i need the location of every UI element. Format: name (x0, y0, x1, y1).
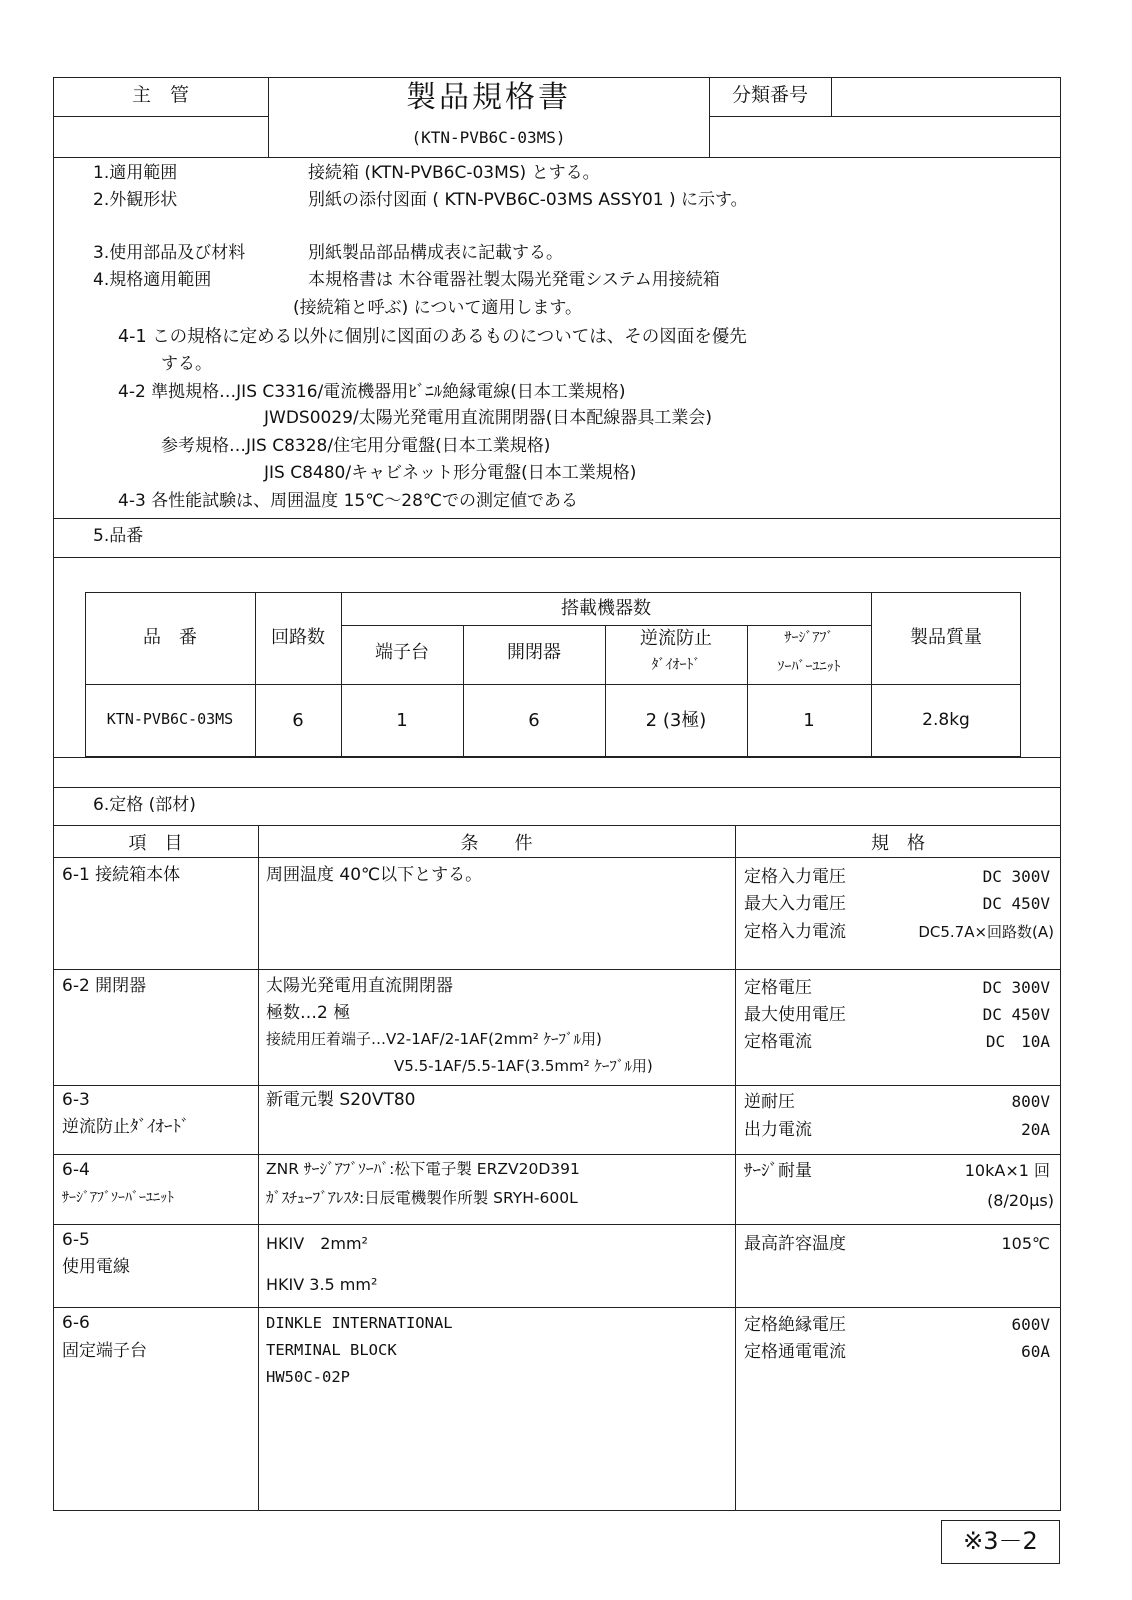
page-mark: ※3－2 (963, 1527, 1038, 1555)
r5-item-2: 使用電線 (62, 1257, 130, 1277)
header-mid-line-left (53, 116, 268, 117)
pt-header-diode-2: ﾀﾞｲｵｰﾄﾞ (651, 657, 701, 673)
s2-text: 別紙の添付図面 ( KTN-PVB6C-03MS ASSY01 ) に示す。 (308, 190, 748, 210)
divider-after-s6 (53, 825, 1061, 826)
s42-line-4: JIS C8480/キャビネット形分電盤(日本工業規格) (264, 463, 637, 483)
r2-cond-4: V5.5-1AF/5.5-1AF(3.5mm² ｹｰﾌﾞﾙ用) (394, 1057, 653, 1075)
s3-label: 3.使用部品及び材料 (93, 243, 246, 263)
r2-cond-2: 極数…2 極 (266, 1003, 351, 1023)
divider-after-s5 (53, 557, 1061, 558)
divider-before-s5 (53, 518, 1061, 519)
rt-row-line-1 (53, 969, 1061, 970)
pt-header-circuits: 回路数 (271, 627, 325, 648)
r4-spec-1-value: 10kA×1 回 (964, 1161, 1050, 1180)
r6-cond-2: TERMINAL BLOCK (266, 1341, 397, 1359)
header-divider-3 (831, 77, 832, 116)
rt-header-condition: 条 件 (460, 833, 533, 854)
pt-subheader-line (341, 625, 871, 626)
s41-line-1: 4-1 この規格に定める以外に個別に図面のあるものについては、その図面を優先 (118, 327, 747, 347)
r3-item-1: 6-3 (62, 1090, 90, 1110)
header-bottom-line (53, 157, 1061, 158)
r4-item-1: 6-4 (62, 1160, 90, 1180)
r6-spec-1-value: 600V (1011, 1315, 1050, 1334)
model-subtitle: (KTN-PVB6C-03MS) (411, 128, 566, 147)
s43-line: 4-3 各性能試験は、周囲温度 15℃～28℃での測定値である (118, 491, 579, 511)
r2-spec-2-label: 最大使用電圧 (744, 1005, 846, 1025)
r3-spec-2-label: 出力電流 (744, 1120, 812, 1140)
r2-spec-1-label: 定格電圧 (744, 978, 812, 998)
r1-spec-1-value: DC 300V (982, 867, 1050, 886)
pt-header-bottom-line (85, 684, 1021, 685)
s1-text: 接続箱 (KTN-PVB6C-03MS) とする。 (308, 163, 600, 183)
pt-cell-circuits: 6 (292, 710, 304, 731)
r5-spec-1-label: 最高許容温度 (744, 1234, 846, 1254)
s4-label: 4.規格適用範囲 (93, 270, 212, 290)
r5-spec-1-value: 105℃ (1001, 1234, 1050, 1253)
classification-label: 分類番号 (731, 84, 808, 106)
r6-spec-2-value: 60A (1021, 1342, 1050, 1361)
r3-spec-2-value: 20A (1021, 1120, 1050, 1139)
r6-spec-2-label: 定格通電電流 (744, 1342, 846, 1362)
rt-row-line-4 (53, 1224, 1061, 1225)
page-title: 製品規格書 (406, 80, 571, 115)
pt-cell-terminal: 1 (396, 710, 408, 731)
r2-spec-3-value: DC 10A (985, 1032, 1050, 1051)
r1-spec-3-label: 定格入力電流 (744, 922, 846, 942)
header-mid-line-right (709, 116, 1061, 117)
r4-cond-1: ZNR ｻｰｼﾞｱﾌﾞｿｰﾊﾞ:松下電子製 ERZV20D391 (266, 1160, 580, 1178)
r4-spec-2-value: (8/20μs) (987, 1191, 1054, 1210)
r1-condition: 周囲温度 40℃以下とする。 (266, 865, 483, 885)
r6-spec-1-label: 定格絶縁電圧 (744, 1315, 846, 1335)
r3-item-2: 逆流防止ﾀﾞｲｵｰﾄﾞ (62, 1117, 190, 1137)
pt-cell-part: KTN-PVB6C-03MS (106, 710, 234, 728)
r5-cond-1: HKIV 2mm² (266, 1234, 368, 1253)
s5-label: 5.品番 (93, 526, 144, 546)
rt-header-item: 項 目 (128, 833, 183, 854)
r4-spec-1-label: ｻｰｼﾞ耐量 (744, 1161, 812, 1181)
s4-text-2: (接続箱と呼ぶ) について適用します。 (293, 298, 582, 318)
r3-spec-1-value: 800V (1011, 1092, 1050, 1111)
rt-header-line (53, 857, 1061, 858)
r2-spec-2-value: DC 450V (982, 1005, 1050, 1024)
rt-col-line-1 (258, 825, 259, 1511)
r5-cond-2: HKIV 3.5 mm² (266, 1275, 378, 1294)
rt-row-line-2 (53, 1085, 1061, 1086)
r1-spec-2-label: 最大入力電圧 (744, 894, 846, 914)
s42-line-3: 参考規格…JIS C8328/住宅用分電盤(日本工業規格) (161, 436, 551, 456)
r2-spec-1-value: DC 300V (982, 978, 1050, 997)
r1-item: 6-1 接続箱本体 (62, 865, 181, 885)
pt-cell-surge: 1 (803, 710, 815, 731)
pt-header-equipment: 搭載機器数 (561, 598, 651, 619)
pt-col-line-6 (871, 592, 872, 757)
rt-header-spec: 規 格 (871, 833, 925, 854)
pt-header-surge-1: ｻｰｼﾞｱﾌﾞ (784, 630, 834, 646)
r2-cond-3: 接続用圧着端子…V2-1AF/2-1AF(2mm² ｹｰﾌﾞﾙ用) (266, 1030, 602, 1048)
r6-item-1: 6-6 (62, 1313, 90, 1333)
s42-line-1: 4-2 準拠規格…JIS C3316/電流機器用ﾋﾞﾆﾙ絶縁電線(日本工業規格) (118, 382, 626, 402)
r3-spec-1-label: 逆耐圧 (744, 1092, 795, 1112)
pt-header-mass: 製品質量 (910, 627, 982, 648)
r2-spec-3-label: 定格電流 (744, 1032, 812, 1052)
r6-item-2: 固定端子台 (62, 1341, 147, 1361)
pt-header-switch: 開閉器 (507, 642, 561, 663)
r6-cond-3: HW50C-02P (266, 1368, 350, 1386)
s6-label: 6.定格 (部材) (93, 795, 196, 815)
s41-line-2: する。 (161, 354, 212, 374)
owner-label: 主 管 (131, 84, 189, 106)
r2-cond-1: 太陽光発電用直流開閉器 (266, 976, 453, 996)
s2-label: 2.外観形状 (93, 190, 178, 210)
r3-condition: 新電元製 S20VT80 (266, 1090, 416, 1110)
s42-line-2: JWDS0029/太陽光発電用直流開閉器(日本配線器具工業会) (264, 408, 712, 428)
pt-col-line-1 (255, 592, 256, 757)
r4-item-2: ｻｰｼﾞｱﾌﾞｿｰﾊﾞｰﾕﾆｯﾄ (62, 1190, 174, 1206)
pt-cell-mass: 2.8kg (922, 710, 970, 730)
s1-label: 1.適用範囲 (93, 163, 178, 183)
r6-cond-1: DINKLE INTERNATIONAL (266, 1314, 453, 1332)
pt-header-diode-1: 逆流防止 (640, 628, 712, 649)
r1-spec-1-label: 定格入力電圧 (744, 867, 846, 887)
divider-before-gap (53, 757, 1061, 758)
rt-col-line-2 (735, 825, 736, 1511)
rt-row-line-3 (53, 1154, 1061, 1155)
pt-cell-diode: 2 (3極) (645, 710, 707, 731)
pt-header-terminal: 端子台 (375, 642, 429, 663)
r2-item: 6-2 開閉器 (62, 976, 147, 996)
pt-cell-switch: 6 (528, 710, 540, 731)
pt-header-surge-2: ｿｰﾊﾞｰﾕﾆｯﾄ (777, 659, 841, 675)
r4-cond-2: ｶﾞｽﾁｭｰﾌﾞｱﾚｽﾀ:日辰電機製作所製 SRYH-600L (266, 1189, 578, 1207)
rt-row-line-5 (53, 1307, 1061, 1308)
s4-text-1: 本規格書は 木谷電器社製太陽光発電システム用接続箱 (308, 270, 720, 290)
divider-before-s6 (53, 787, 1061, 788)
r1-spec-3-value: DC5.7A×回路数(A) (918, 923, 1054, 941)
pt-header-part: 品 番 (143, 627, 197, 648)
document-frame (53, 77, 1061, 1511)
s3-text: 別紙製品部品構成表に記載する。 (308, 243, 563, 263)
r1-spec-2-value: DC 450V (982, 894, 1050, 913)
r5-item-1: 6-5 (62, 1230, 90, 1250)
